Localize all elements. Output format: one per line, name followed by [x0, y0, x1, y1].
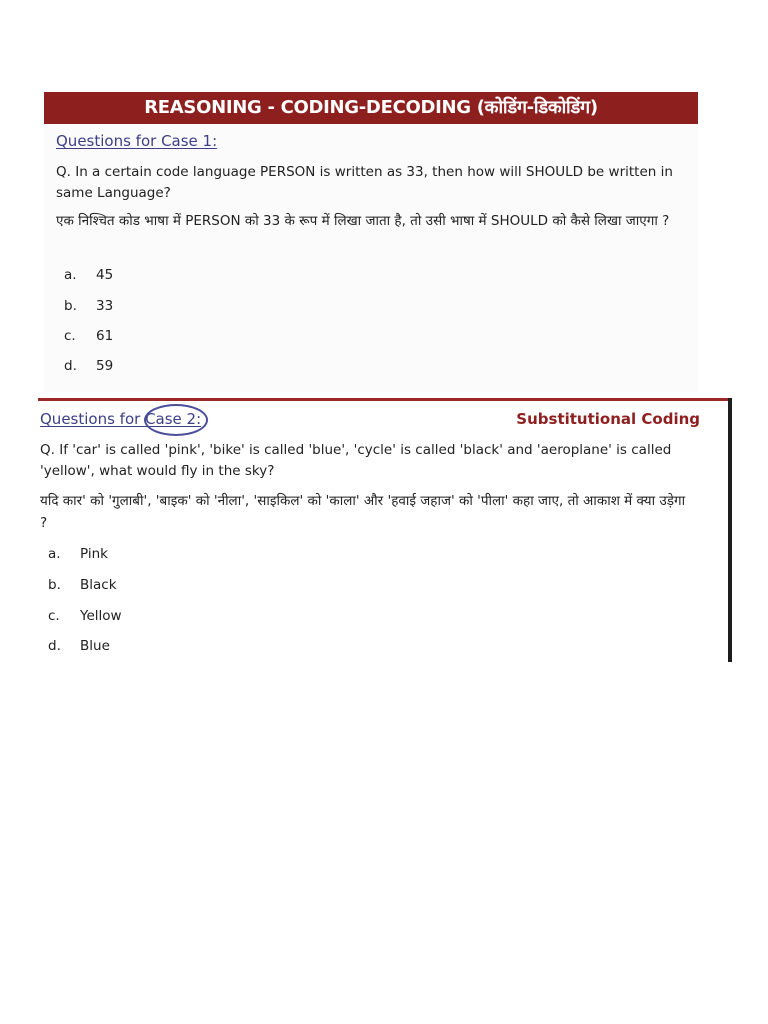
option-text: 45 [96, 267, 114, 283]
option-letter: c. [48, 608, 60, 624]
option-text: Yellow [80, 608, 122, 624]
top-divider [38, 398, 732, 401]
option-text: Blue [80, 638, 110, 654]
case2-option-c [48, 608, 122, 624]
option-letter: a. [48, 546, 61, 562]
option-text: 59 [96, 358, 114, 374]
option-letter: a. [64, 267, 77, 283]
case1-option-a [64, 267, 113, 283]
case2-heading: Questions for Case 2: [40, 410, 202, 428]
case2-slide [32, 398, 732, 662]
case2-option-a [48, 546, 108, 562]
option-letter: c. [64, 328, 76, 344]
option-text: Black [80, 577, 117, 593]
option-text: 61 [96, 328, 114, 344]
case2-option-d [48, 638, 110, 654]
option-text: 33 [96, 298, 114, 314]
case1-question-english: Q. In a certain code language PERSON is written as 33, then how will SHOULD be written in same Language? [56, 164, 673, 201]
case1-option-d [64, 358, 113, 374]
case1-slide [44, 92, 698, 392]
option-text: Pink [80, 546, 108, 562]
substitutional-coding-tag: Substitutional Coding [516, 410, 700, 428]
case2-question-english: Q. If 'car' is called 'pink', 'bike' is called 'blue', 'cycle' is called 'black' and 'aeroplane' is called 'yellow', what would fly in the sky? [40, 442, 672, 479]
option-letter: d. [64, 358, 77, 374]
annotation-circle [144, 404, 208, 436]
option-letter: b. [48, 577, 61, 593]
case1-option-b [64, 298, 113, 314]
case2-question-hindi: यदि कार' को 'गुलाबी', 'बाइक' को 'नीला', 'साइकिल' को 'काला' और 'हवाई जहाज' को 'पीला' कहा जाए, तो आकाश में क्या उड़ेगा ? [40, 493, 686, 531]
option-letter: d. [48, 638, 61, 654]
right-border [728, 398, 732, 662]
case1-heading: Questions for Case 1: [56, 132, 218, 150]
case2-option-b [48, 577, 117, 593]
case1-option-c [64, 328, 113, 344]
banner-title: REASONING - CODING-DECODING (कोडिंग-डिकोडिंग) [44, 92, 698, 124]
case1-question-hindi: एक निश्चित कोड भाषा में PERSON को 33 के रूप में लिखा जाता है, तो उसी भाषा में SHOULD को कैसे लिखा जाएगा ? [56, 213, 670, 229]
option-letter: b. [64, 298, 77, 314]
